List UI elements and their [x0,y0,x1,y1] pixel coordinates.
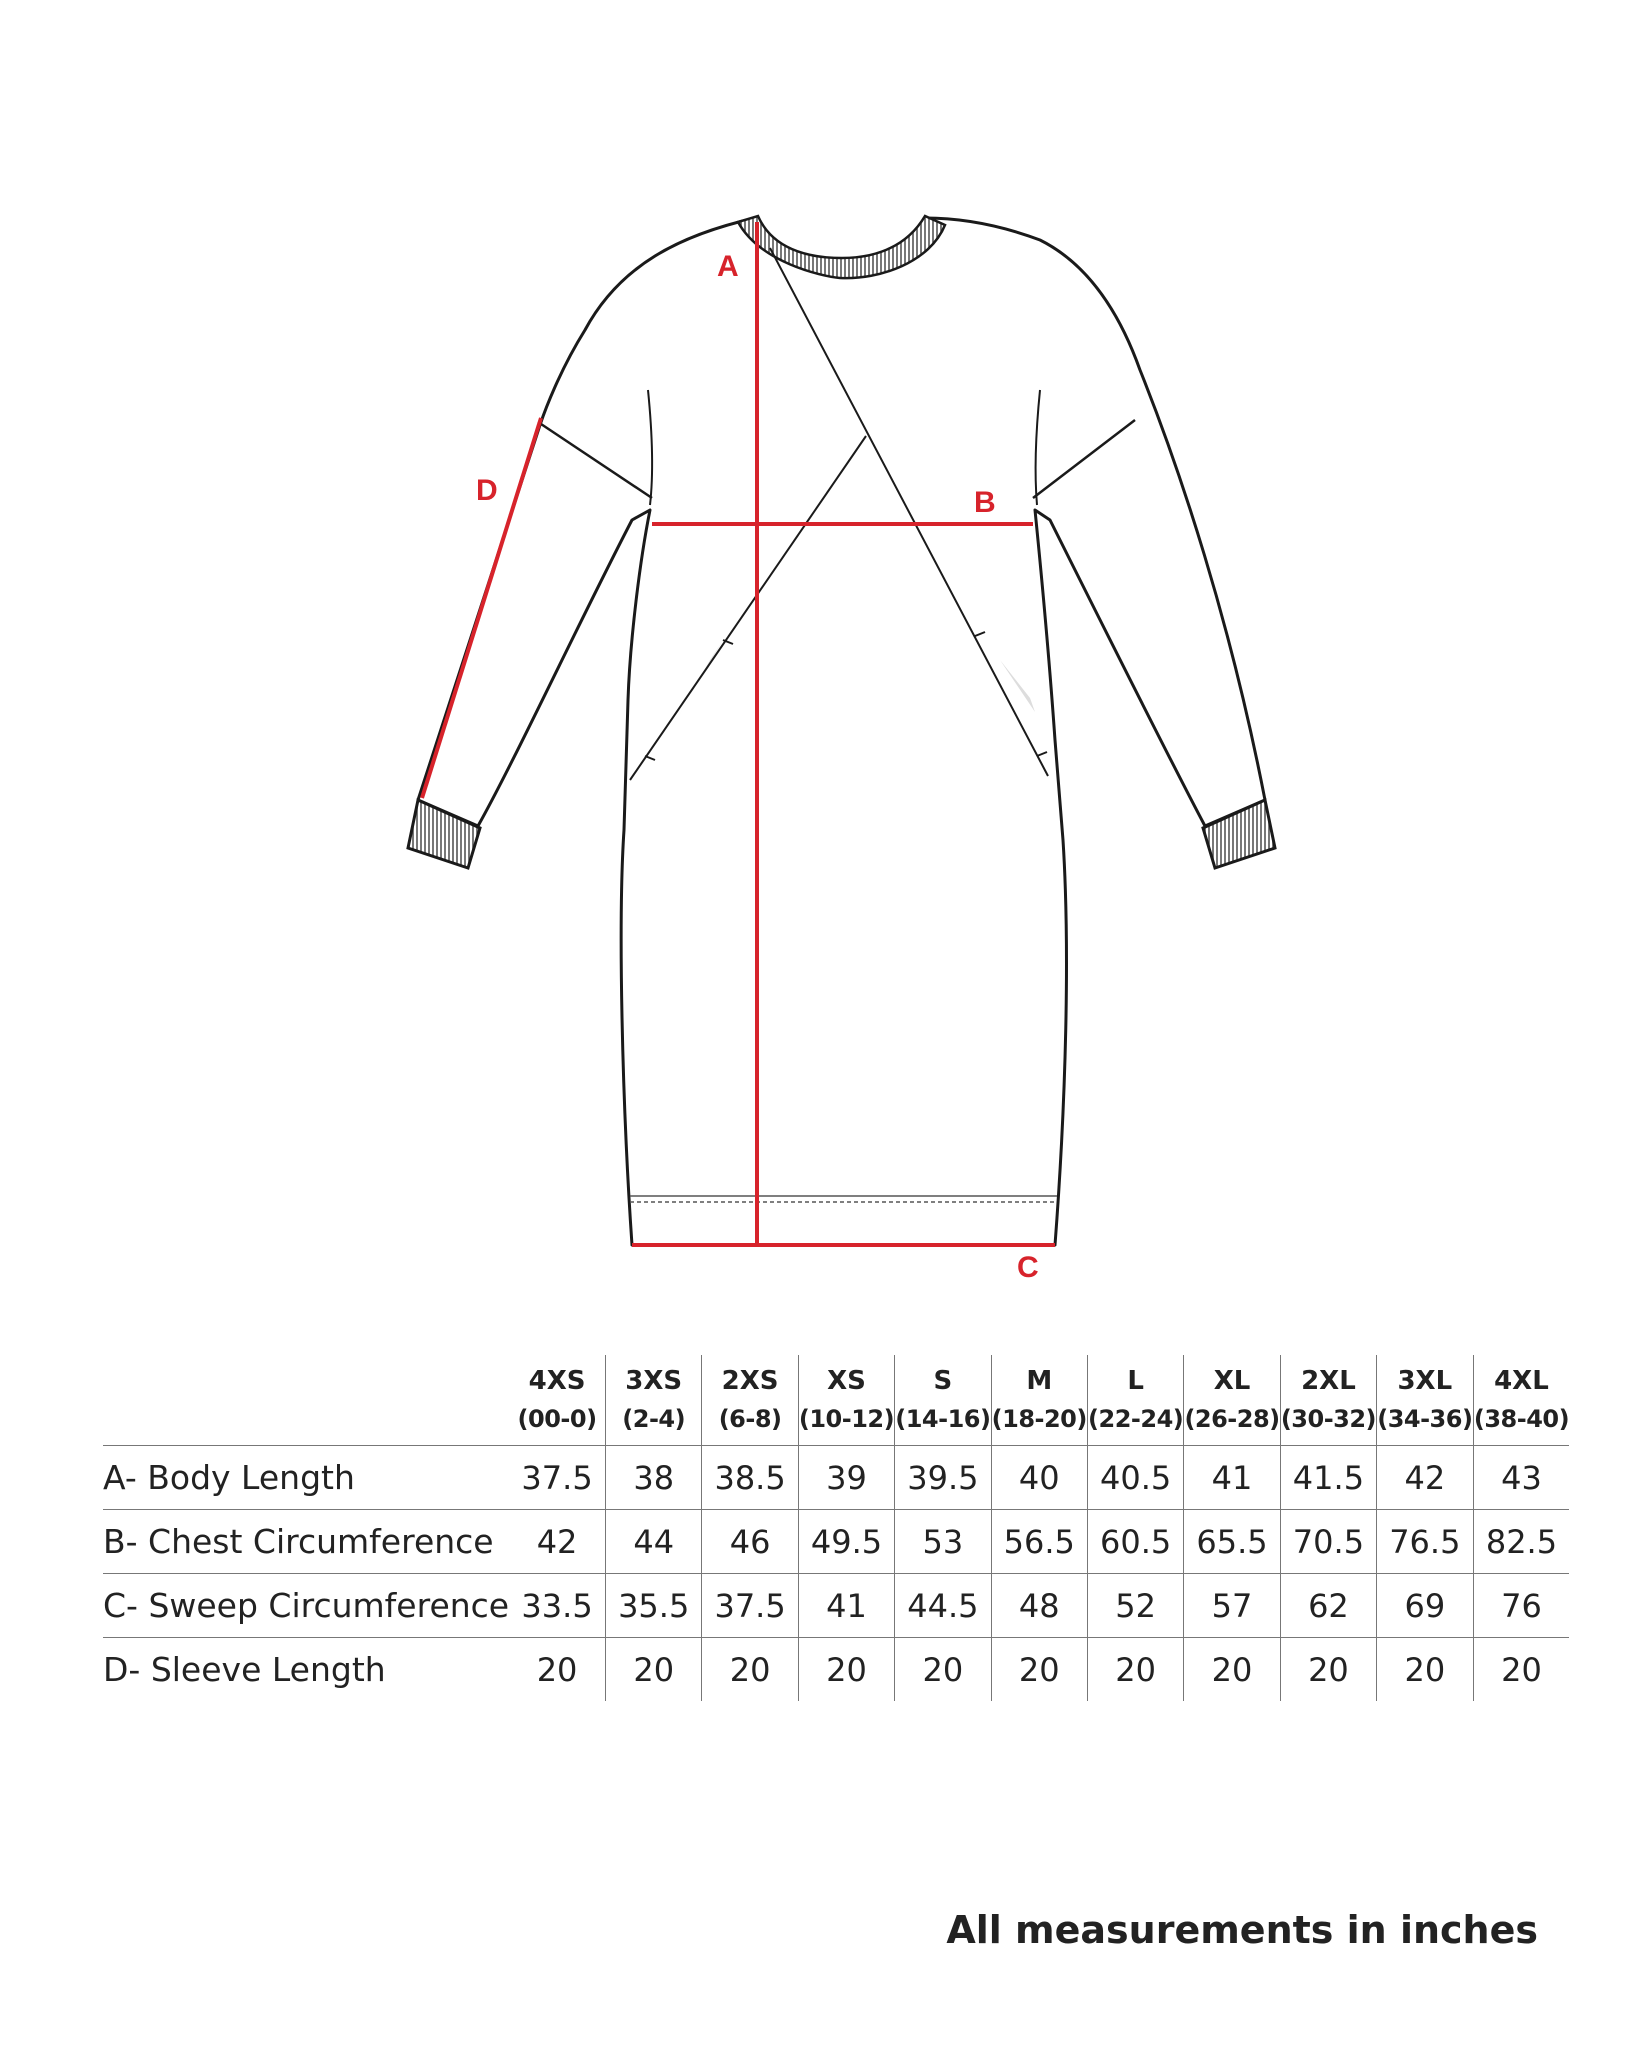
left-side-dart [648,390,652,505]
row-label-text: - Body Length [124,1458,355,1497]
cell: 41 [798,1574,894,1638]
left-armhole-seam [538,422,652,498]
size-name: 3XL [1397,1366,1453,1396]
cell: 46 [702,1510,798,1574]
cell: 38.5 [702,1446,798,1510]
row-letter: C [103,1586,127,1625]
cell: 65.5 [1184,1510,1280,1574]
label-a: A [717,250,739,283]
neck-rib [738,216,945,278]
size-range: (22-24) [1088,1405,1184,1433]
size-range: (10-12) [798,1405,895,1433]
cell: 44.5 [895,1574,991,1638]
cell: 39 [798,1446,894,1510]
size-range: (18-20) [991,1405,1087,1433]
size-range: (30-32) [1280,1405,1377,1433]
cell: 57 [1184,1574,1280,1638]
cell: 35.5 [606,1574,702,1638]
cell: 20 [702,1638,798,1702]
cell: 39.5 [895,1446,991,1510]
size-name: 4XL [1494,1366,1549,1396]
row-label [103,1574,509,1638]
cell: 82.5 [1473,1510,1569,1574]
cell: 20 [1184,1638,1280,1702]
cell: 49.5 [798,1510,894,1574]
cell: 33.5 [509,1574,605,1638]
cell: 56.5 [991,1510,1087,1574]
size-header [606,1355,702,1446]
cell: 62 [1280,1574,1376,1638]
size-range: (00-0) [517,1405,597,1433]
row-label [103,1510,509,1574]
size-name: 2XS [721,1366,779,1396]
cell: 20 [1087,1638,1183,1702]
header-spacer [103,1355,509,1446]
dress-outline [418,218,1265,1245]
cell: 41.5 [1280,1446,1376,1510]
size-range: (34-36) [1377,1405,1473,1433]
size-header [1184,1355,1280,1446]
cell: 20 [1473,1638,1569,1702]
size-header [509,1355,605,1446]
size-name: L [1127,1366,1144,1396]
table-row [103,1446,1569,1510]
table-row [103,1638,1569,1702]
cell: 38 [606,1446,702,1510]
cell: 44 [606,1510,702,1574]
row-label [103,1638,509,1702]
row-label-text: - Sweep Circumference [126,1586,510,1625]
size-range: (14-16) [895,1405,991,1433]
label-b: B [974,486,996,519]
cell: 42 [1377,1446,1473,1510]
size-range: (38-40) [1473,1405,1570,1433]
size-name: XL [1213,1366,1251,1396]
row-letter: B [103,1522,126,1561]
cell: 37.5 [509,1446,605,1510]
cell: 20 [606,1638,702,1702]
cell: 37.5 [702,1574,798,1638]
size-name: 4XS [528,1366,586,1396]
size-header [1377,1355,1473,1446]
cell: 20 [798,1638,894,1702]
cell: 43 [1473,1446,1569,1510]
cell: 69 [1377,1574,1473,1638]
units-note: All measurements in inches [946,1908,1538,1952]
pocket-tick-2 [645,756,655,760]
cell: 41 [1184,1446,1280,1510]
size-header-row [103,1355,1569,1446]
size-header [798,1355,894,1446]
table-row [103,1574,1569,1638]
left-cuff [408,800,480,868]
cell: 52 [1087,1574,1183,1638]
size-name: XS [827,1366,866,1396]
cell: 76.5 [1377,1510,1473,1574]
row-label-text: - Sleeve Length [128,1650,386,1689]
size-range: (26-28) [1184,1405,1280,1433]
front-seam-left [630,436,866,780]
right-cuff [1203,800,1275,868]
right-side-dart [1036,390,1040,505]
cell: 20 [991,1638,1087,1702]
size-header [702,1355,798,1446]
size-chart-table [103,1355,1569,1701]
label-c: C [1017,1251,1039,1284]
cell: 70.5 [1280,1510,1376,1574]
size-range: (6-8) [718,1405,782,1433]
size-header [1087,1355,1183,1446]
row-letter: D [103,1650,129,1689]
pocket-tick-4 [1037,752,1047,756]
size-name: 2XL [1301,1366,1356,1396]
cell: 42 [509,1510,605,1574]
table-row [103,1510,1569,1574]
front-seam-right [770,248,1048,776]
size-name: 3XS [625,1366,683,1396]
right-armhole-seam [1033,420,1135,498]
size-range: (2-4) [622,1405,686,1433]
cell: 53 [895,1510,991,1574]
row-label [103,1446,509,1510]
size-header [991,1355,1087,1446]
row-label-text: - Chest Circumference [125,1522,494,1561]
pocket-tick-3 [975,632,985,636]
cell: 60.5 [1087,1510,1183,1574]
cell: 40 [991,1446,1087,1510]
size-header [1473,1355,1569,1446]
label-d: D [476,474,498,507]
cell: 40.5 [1087,1446,1183,1510]
size-header [895,1355,991,1446]
cell: 20 [895,1638,991,1702]
size-name: S [933,1366,953,1396]
size-name: M [1026,1366,1053,1396]
cell: 20 [1280,1638,1376,1702]
cell: 20 [1377,1638,1473,1702]
size-header [1280,1355,1376,1446]
row-letter: A [103,1458,125,1497]
cell: 76 [1473,1574,1569,1638]
cell: 48 [991,1574,1087,1638]
cell: 20 [509,1638,605,1702]
